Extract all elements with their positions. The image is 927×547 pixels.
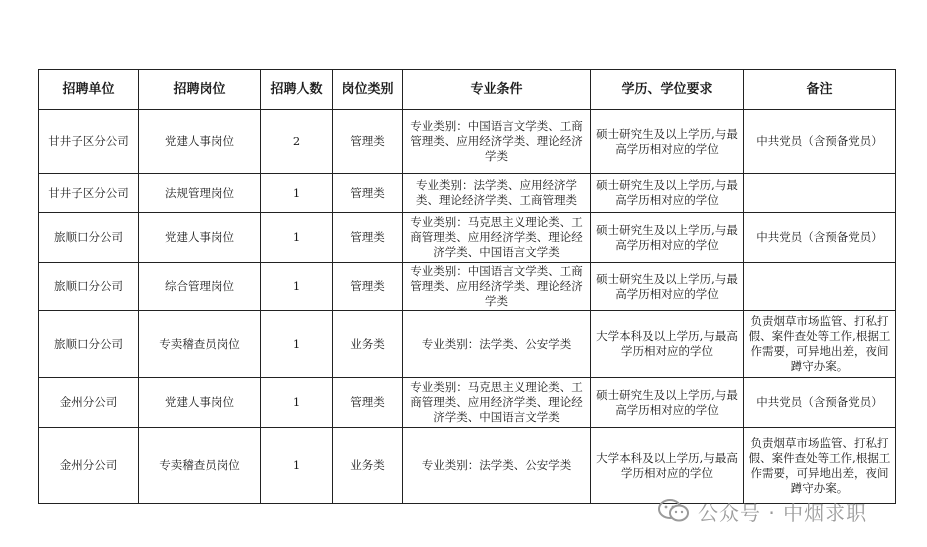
cell-category: 业务类	[333, 311, 403, 378]
wechat-icon	[658, 498, 690, 524]
cell-post: 专卖稽查员岗位	[139, 311, 261, 378]
cell-category: 管理类	[333, 378, 403, 428]
cell-education: 大学本科及以上学历,与最高学历相对应的学位	[591, 311, 744, 378]
cell-unit: 旅顺口分公司	[39, 311, 139, 378]
header-note: 备注	[744, 70, 896, 110]
cell-post: 党建人事岗位	[139, 110, 261, 174]
cell-unit: 金州分公司	[39, 428, 139, 504]
cell-count: 1	[261, 213, 333, 263]
cell-count: 1	[261, 311, 333, 378]
header-count: 招聘人数	[261, 70, 333, 110]
cell-category: 管理类	[333, 174, 403, 213]
cell-major: 专业类别：法学类、应用经济学类、理论经济学类、工商管理类	[403, 174, 591, 213]
cell-note: 负责烟草市场监管、打私打假、案件查处等工作,根据工作需要，可异地出差，夜间蹲守办案。	[744, 428, 896, 504]
header-row	[39, 70, 896, 110]
watermark	[658, 498, 867, 524]
cell-note: 中共党员（含预备党员）	[744, 378, 896, 428]
cell-category: 业务类	[333, 428, 403, 504]
table-row	[39, 311, 896, 378]
cell-note	[744, 263, 896, 311]
cell-note	[744, 174, 896, 213]
table-row	[39, 110, 896, 174]
table-row	[39, 263, 896, 311]
cell-count: 1	[261, 174, 333, 213]
header-education: 学历、学位要求	[591, 70, 744, 110]
cell-note: 负责烟草市场监管、打私打假、案件查处等工作,根据工作需要，可异地出差，夜间蹲守办案。	[744, 311, 896, 378]
cell-post: 党建人事岗位	[139, 378, 261, 428]
cell-category: 管理类	[333, 110, 403, 174]
cell-category: 管理类	[333, 213, 403, 263]
cell-unit: 甘井子区分公司	[39, 174, 139, 213]
cell-major: 专业类别：中国语言文学类、工商管理类、应用经济学类、理论经济学类	[403, 263, 591, 311]
header-category: 岗位类别	[333, 70, 403, 110]
cell-unit: 甘井子区分公司	[39, 110, 139, 174]
cell-count: 1	[261, 428, 333, 504]
table-row	[39, 378, 896, 428]
recruitment-table	[38, 69, 896, 504]
header-post: 招聘岗位	[139, 70, 261, 110]
table-row	[39, 213, 896, 263]
table-row	[39, 428, 896, 504]
cell-major: 专业类别：法学类、公安学类	[403, 428, 591, 504]
cell-note: 中共党员（含预备党员）	[744, 213, 896, 263]
cell-post: 法规管理岗位	[139, 174, 261, 213]
cell-education: 硕士研究生及以上学历,与最高学历相对应的学位	[591, 110, 744, 174]
cell-education: 硕士研究生及以上学历,与最高学历相对应的学位	[591, 213, 744, 263]
cell-count: 2	[261, 110, 333, 174]
watermark-text: 公众号 · 中烟求职	[698, 500, 868, 525]
cell-major: 专业类别：马克思主义理论类、工商管理类、应用经济学类、理论经济学类、中国语言文学类	[403, 213, 591, 263]
header-major: 专业条件	[403, 70, 591, 110]
cell-post: 综合管理岗位	[139, 263, 261, 311]
cell-note: 中共党员（含预备党员）	[744, 110, 896, 174]
cell-major: 专业类别：法学类、公安学类	[403, 311, 591, 378]
cell-category: 管理类	[333, 263, 403, 311]
cell-post: 党建人事岗位	[139, 213, 261, 263]
cell-education: 硕士研究生及以上学历,与最高学历相对应的学位	[591, 174, 744, 213]
cell-post: 专卖稽查员岗位	[139, 428, 261, 504]
cell-unit: 金州分公司	[39, 378, 139, 428]
cell-count: 1	[261, 378, 333, 428]
cell-education: 大学本科及以上学历,与最高学历相对应的学位	[591, 428, 744, 504]
table-row	[39, 174, 896, 213]
cell-unit: 旅顺口分公司	[39, 263, 139, 311]
cell-unit: 旅顺口分公司	[39, 213, 139, 263]
header-unit: 招聘单位	[39, 70, 139, 110]
cell-education: 硕士研究生及以上学历,与最高学历相对应的学位	[591, 378, 744, 428]
cell-major: 专业类别：中国语言文学类、工商管理类、应用经济学类、理论经济学类	[403, 110, 591, 174]
cell-major: 专业类别：马克思主义理论类、工商管理类、应用经济学类、理论经济学类、中国语言文学类	[403, 378, 591, 428]
cell-count: 1	[261, 263, 333, 311]
cell-education: 硕士研究生及以上学历,与最高学历相对应的学位	[591, 263, 744, 311]
